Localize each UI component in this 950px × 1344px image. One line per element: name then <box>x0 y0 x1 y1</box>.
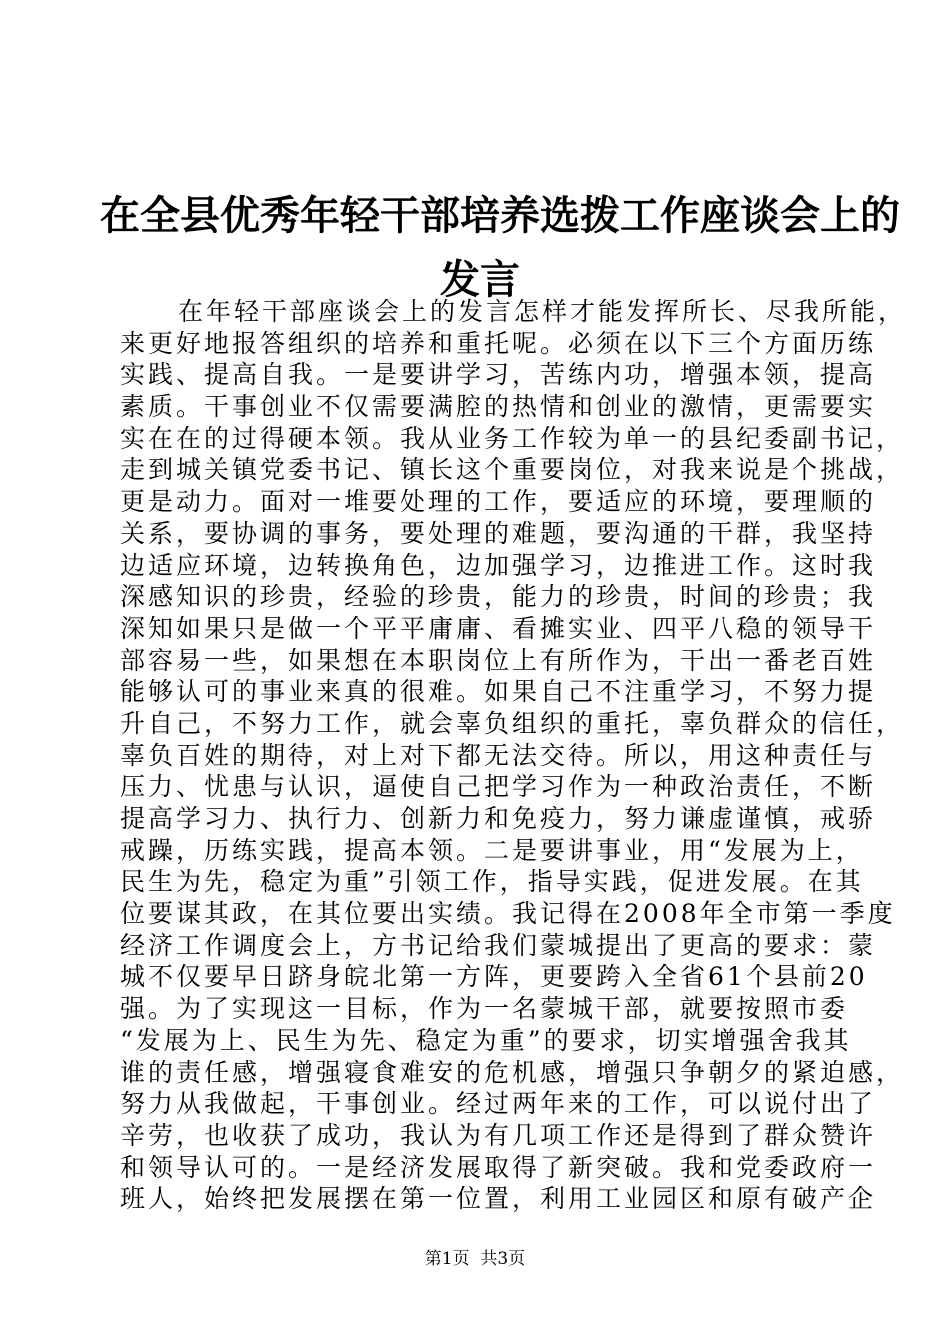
body-line: 升自己，不努力工作，就会辜负组织的重托，辜负群众的信任， <box>120 708 905 738</box>
body-line: 民生为先，稳定为重”引领工作，指导实践，促进发展。在其 <box>120 867 864 897</box>
document-body <box>120 296 907 1215</box>
body-line: 深知如果只是做一个平平庸庸、看摊实业、四平八稳的领导干 <box>120 613 877 643</box>
body-line: 城不仅要早日跻身皖北第一方阵，更要跨入全省61个县前20 <box>120 962 868 992</box>
body-line: 实在在的过得硬本领。我从业务工作较为单一的县纪委副书记， <box>120 423 905 453</box>
body-line: 提高学习力、执行力、创新力和免疫力，努力谦虚谨慎，戒骄 <box>120 804 877 833</box>
body-line: 位要谋其政，在其位要出实绩。我记得在2008年全市第一季度 <box>120 899 896 929</box>
body-line: 能够认可的事业来真的很难。如果自己不注重学习，不努力提 <box>120 677 877 707</box>
body-line: 深感知识的珍贵，经验的珍贵，能力的珍贵，时间的珍贵；我 <box>120 582 877 612</box>
body-line: 强。为了实现这一目标，作为一名蒙城干部，就要按照市委 <box>120 994 849 1024</box>
body-line: 辜负百姓的期待，对上对下都无法交待。所以，用这种责任与 <box>120 740 877 770</box>
body-line: 辛劳，也收获了成功，我认为有几项工作还是得到了群众赞许 <box>120 1120 877 1150</box>
body-line: 部容易一些，如果想在本职岗位上有所作为，干出一番老百姓 <box>120 645 877 675</box>
body-line: 实践、提高自我。一是要讲学习，苦练内功，增强本领，提高 <box>120 360 877 390</box>
body-line: 戒躁，历练实践，提高本领。二是要讲事业，用“发展为上， <box>120 835 864 865</box>
body-line: 边适应环境，边转换角色，边加强学习，边推进工作。这时我 <box>120 550 877 580</box>
page-footer: 第1页 共3页 <box>424 1249 526 1269</box>
body-line: “发展为上、民生为先、稳定为重”的要求，切实增强舍我其 <box>120 1025 852 1055</box>
body-line: 和领导认可的。一是经济发展取得了新突破。我和党委政府一 <box>120 1152 877 1182</box>
document-title-line-1: 在全县优秀年轻干部培养选拨工作座谈会上的 <box>100 192 900 239</box>
body-line: 在年轻干部座谈会上的发言怎样才能发挥所长、尽我所能， <box>178 297 907 326</box>
body-line: 谁的责任感，增强寝食难安的危机感，增强只争朝夕的紧迫感， <box>120 1057 905 1087</box>
body-line: 来更好地报答组织的培养和重托呢。必须在以下三个方面历练 <box>120 328 877 358</box>
body-line: 素质。干事创业不仅需要满腔的热情和创业的激情，更需要实 <box>120 392 877 422</box>
document-title-line-2: 发言 <box>440 256 520 303</box>
body-line: 走到城关镇党委书记、镇长这个重要岗位，对我来说是个挑战， <box>120 455 905 485</box>
body-line: 更是动力。面对一堆要处理的工作，要适应的环境，要理顺的 <box>120 487 877 517</box>
body-line: 压力、忧患与认识，逼使自己把学习作为一种政治责任，不断 <box>120 772 877 802</box>
body-line: 努力从我做起，干事创业。经过两年来的工作，可以说付出了 <box>120 1089 877 1119</box>
body-line: 关系，要协调的事务，要处理的难题，要沟通的干群，我坚持 <box>120 518 877 548</box>
body-line: 班人，始终把发展摆在第一位置，利用工业园区和原有破产企 <box>120 1184 877 1214</box>
body-line: 经济工作调度会上，方书记给我们蒙城提出了更高的要求：蒙 <box>120 930 877 960</box>
